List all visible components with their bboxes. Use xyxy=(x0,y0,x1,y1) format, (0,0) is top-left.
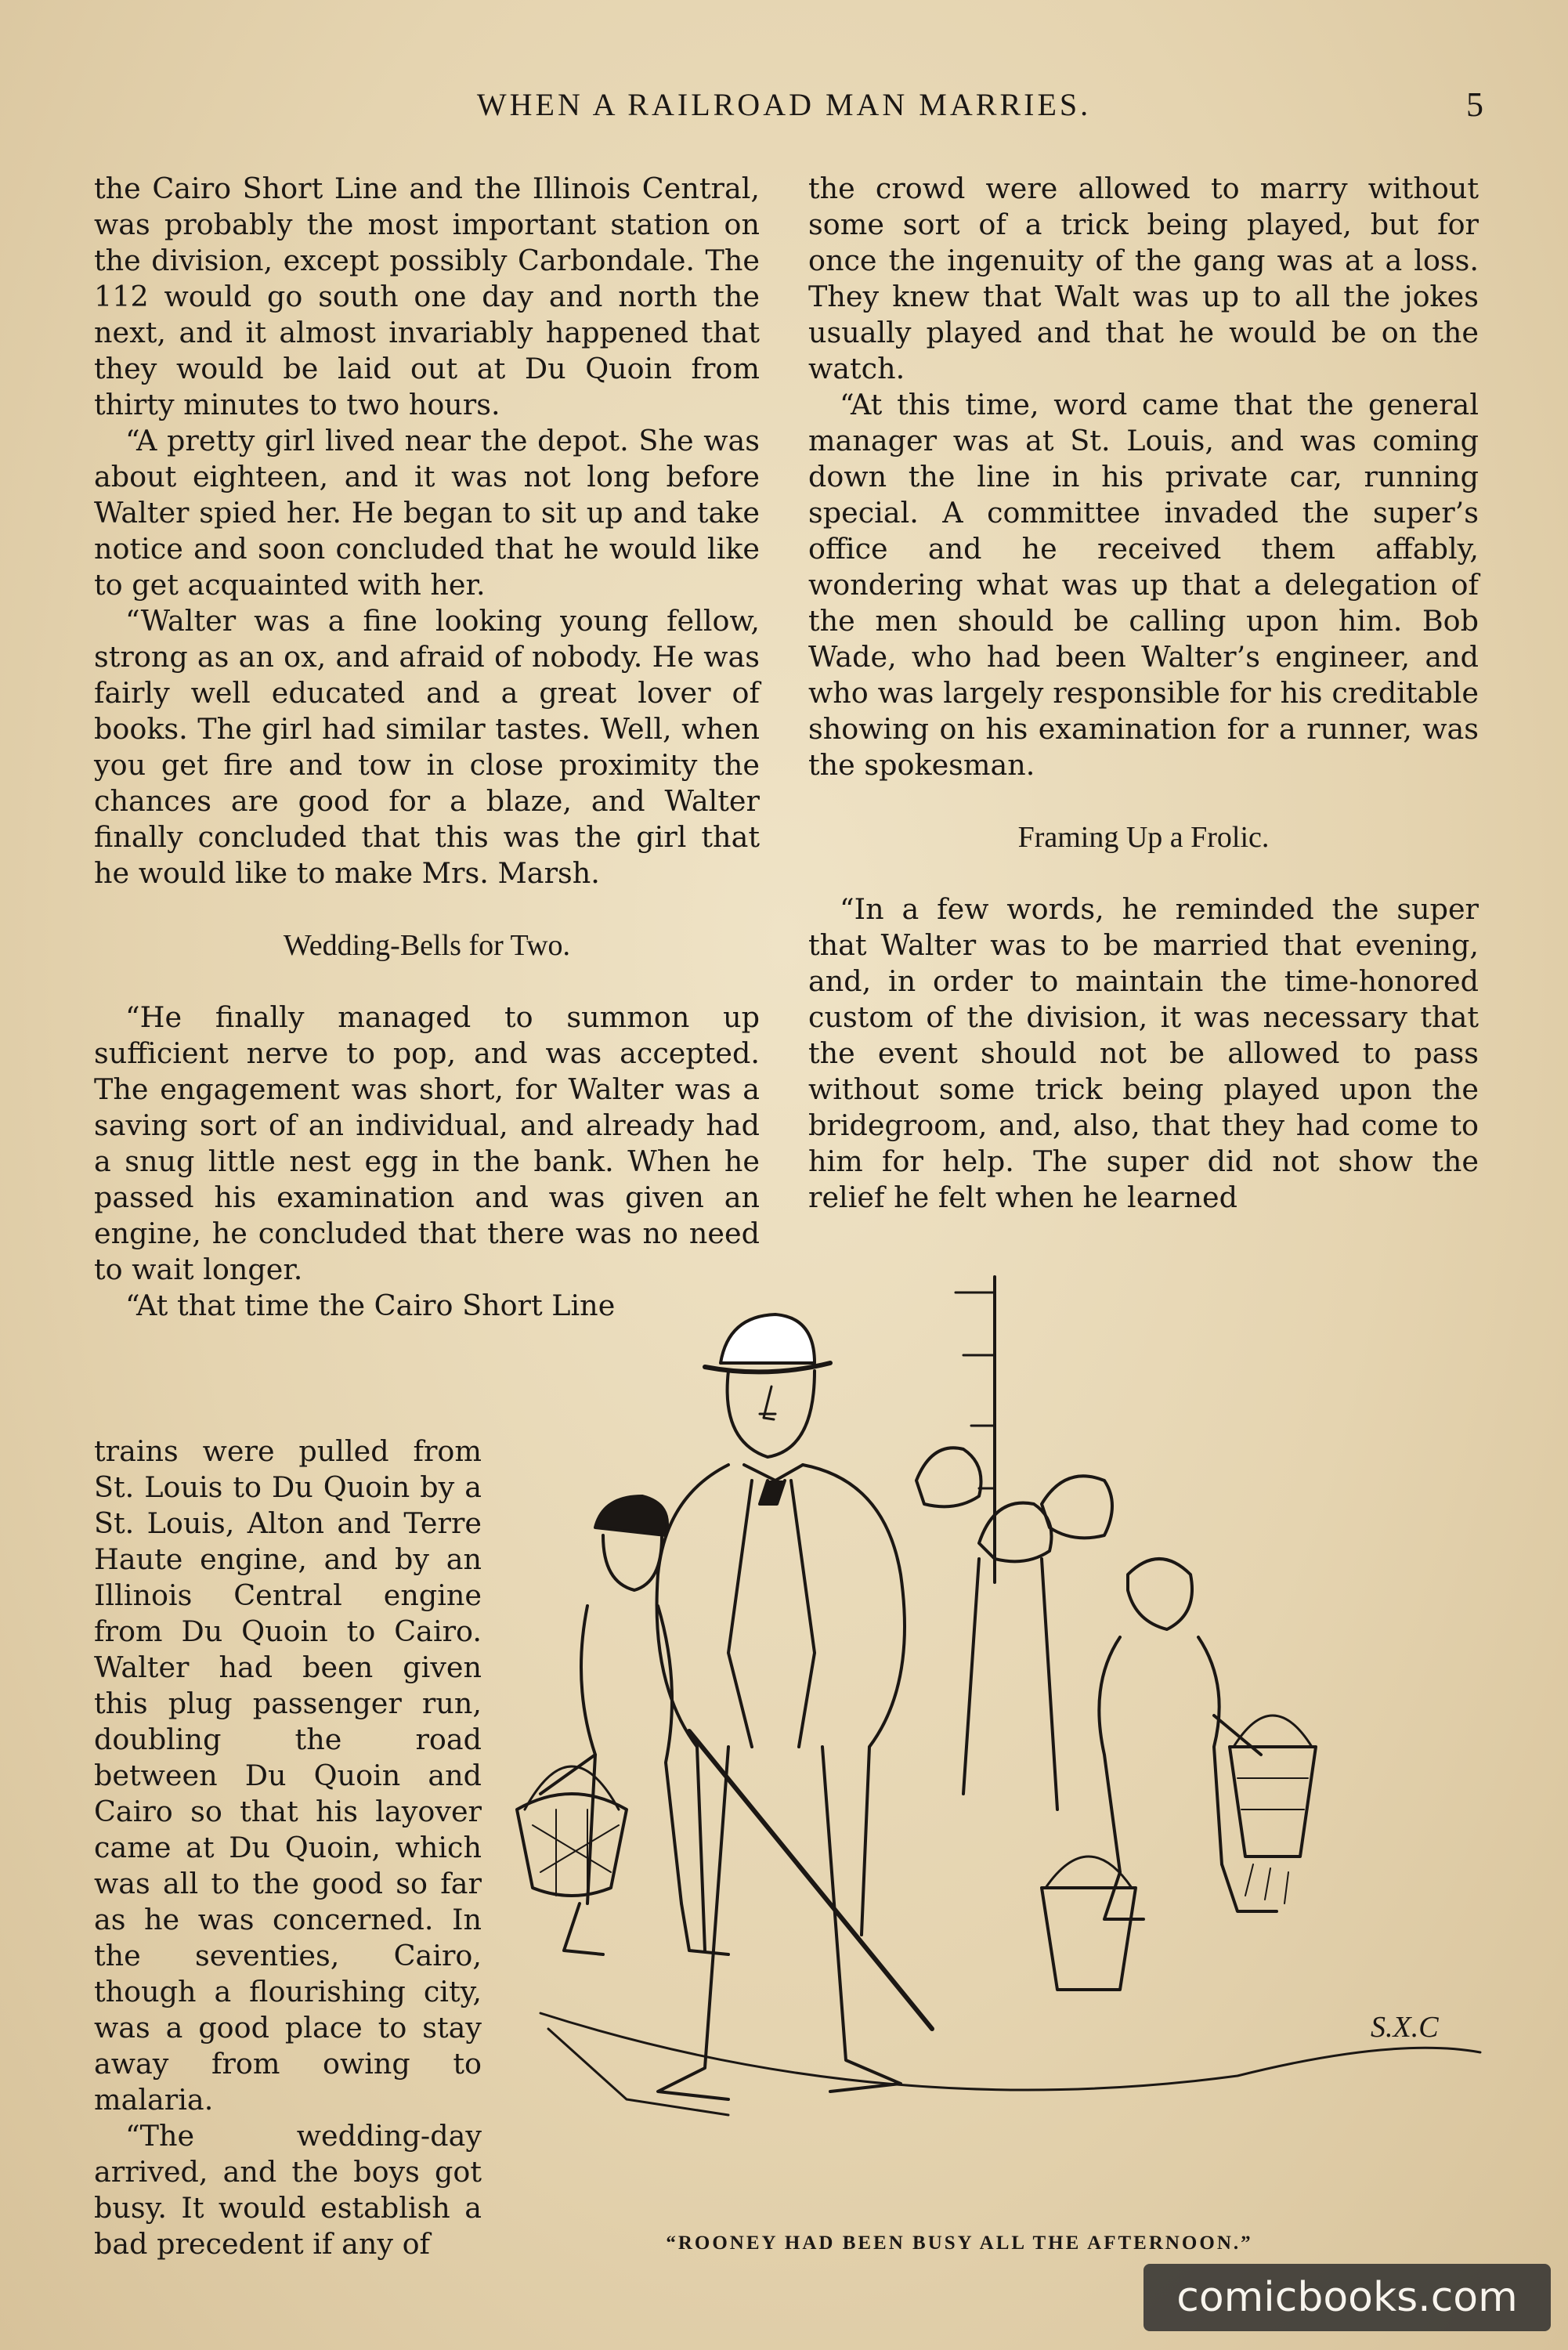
paragraph: “In a few words, he reminded the super that Walter was to be married that evening, and, in order to maintain the time-honored custom of the division, it was necessary that the event should not be allowed to pass without some trick being played upon the bridegroom, and, also, that they had come to him for help. The super did not show the relief he felt when he learned xyxy=(808,892,1479,1214)
running-title: WHEN A RAILROAD MAN MARRIES. xyxy=(476,87,1092,122)
left-column xyxy=(94,171,760,1324)
paragraph: “The wedding-day arrived, and the boys got busy. It would establish a bad precedent if any of xyxy=(94,2119,482,2261)
illustration-caption: “ROONEY HAD BEEN BUSY ALL THE AFTERNOON.” xyxy=(666,2232,1253,2254)
section-heading-framing-up: Framing Up a Frolic. xyxy=(1017,821,1270,854)
paragraph: the crowd were allowed to marry without some sort of a trick being played, but for once the ingenuity of the gang was at a loss. They knew that Walt was up to all the jokes usually played and that he would be on the watch. xyxy=(808,172,1479,385)
paragraph: the Cairo Short Line and the Illinois Central, was probably the most important station on the division, except possibly Carbondale. The 112 would go south one day and north the next, and it almost invariably happened that they would be laid out at Du Quoin from thirty minutes to two hours. xyxy=(94,172,760,421)
paragraph: “At that time the Cairo Short Line xyxy=(125,1289,616,1322)
paragraph: “Walter was a fine looking young fellow, strong as an ox, and afraid of nobody. He was fairly well educated and a great lover of books. The girl had similar tastes. Well, when you get fire and tow in close proximity the chances are good for a blaze, and Walter finally concluded that this was the girl that he would like to make Mrs. Marsh. xyxy=(94,604,760,890)
paragraph: “He finally managed to summon up sufficient nerve to pop, and was accepted. The engagement was short, for Walter was a saving sort of an individual, and already had a snug little nest egg in the bank. When he passed his examination and was given an engine, he concluded that there was no need to wait longer. xyxy=(94,1000,760,1286)
ink-drawing xyxy=(493,1246,1527,2217)
illustration-bridegroom-and-boys xyxy=(493,1246,1527,2217)
right-column xyxy=(808,171,1479,1216)
paragraph: trains were pulled from St. Louis to Du Quoin by a St. Louis, Alton and Terre Haute engine, and by an Illinois Central engine from Du Quoin to Cairo. Walter had been given this plug passenger run, doubling the road between Du Quoin and Cairo so that his layover came at Du Quoin, which was all to the good so far as he was concerned. In the seventies, Cairo, though a flourishing city, was a good place to stay away from owing to malaria. xyxy=(94,1434,482,2117)
watermark: comicbooks.com xyxy=(1143,2264,1551,2331)
section-heading-wedding-bells: Wedding-Bells for Two. xyxy=(283,929,571,962)
paragraph: “A pretty girl lived near the depot. She was about eighteen, and it was not long before Walter spied her. He began to sit up and take notice and soon concluded that he would like to get acquainted with her. xyxy=(94,424,760,602)
paragraph: “At this time, word came that the general manager was at St. Louis, and was coming down the line in his private car, running special. A committee invaded the super’s office and he received them affably, wondering what was up that a delegation of the men should be calling upon him. Bob Wade, who had been Walter’s engineer, and who was largely responsible for his creditable showing on his examination for a runner, was the spokesman. xyxy=(808,388,1479,782)
artist-signature: S.X.C xyxy=(1371,2011,1439,2044)
page-number: 5 xyxy=(1466,85,1483,124)
narrow-column xyxy=(94,1434,482,2262)
